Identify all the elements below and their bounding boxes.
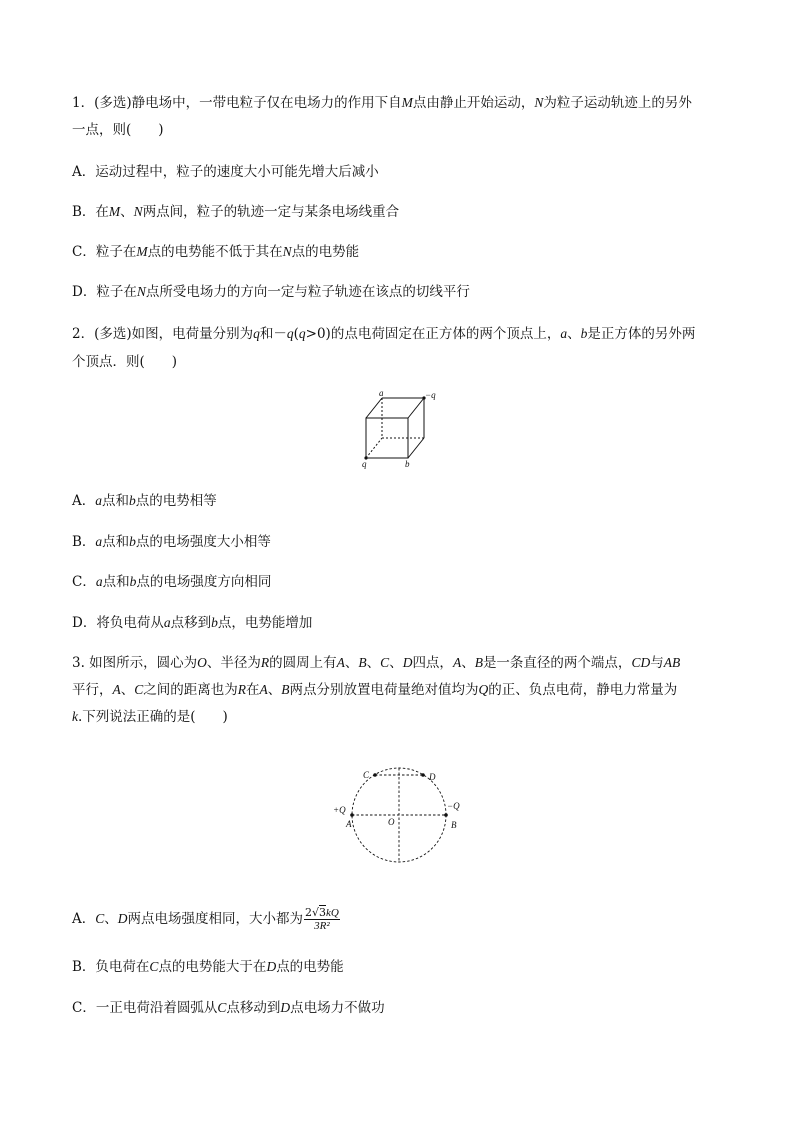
q3-option-c: C．一正电荷沿着圆弧从C点移动到D点电场力不做功: [72, 1000, 385, 1016]
q1-stem-line1: 1．(多选)静电场中，一带电粒子仅在电场力的作用下自M点由静止开始运动，N为粒子运动轨迹上的另外: [72, 95, 692, 111]
field-strength-fraction: $\frac{2√3kQ}{\text{3R²}}$: [305, 906, 339, 932]
q1-option-a: A．运动过程中，粒子的速度大小可能先增大后减小: [72, 164, 379, 180]
q1-option-d: D．粒子在N点所受电场力的方向一定与粒子轨迹在该点的切线平行: [72, 284, 470, 300]
q2-option-b: B．a点和b点的电场强度大小相等: [72, 534, 271, 550]
q2-option-c: C．a点和b点的电场强度方向相同: [72, 574, 272, 590]
q2-option-d: D．将负电荷从a点移到b点，电势能增加: [72, 615, 313, 631]
label-c: C: [363, 770, 370, 780]
q2-stem-line2: 个顶点．则( ): [72, 354, 178, 370]
label-plus-q: +Q: [333, 805, 346, 815]
cube-label-b: b: [405, 459, 410, 469]
q1-option-c: C．粒子在M点的电势能不低于其在N点的电势能: [72, 244, 360, 260]
q2-option-a: A．a点和b点的电势相等: [72, 493, 217, 509]
q3-option-b: B．负电荷在C点的电势能大于在D点的电势能: [72, 959, 344, 975]
cube-label-q: q: [362, 459, 367, 469]
point-c-dot: [373, 773, 377, 777]
label-o: O: [388, 817, 395, 827]
cube-hidden-edge-diagonal: [366, 438, 382, 458]
cube-edge-top-right: [408, 398, 424, 418]
q1-option-b: B．在M、N两点间，粒子的轨迹一定与某条电场线重合: [72, 204, 400, 220]
point-d-dot: [421, 773, 425, 777]
cube-edge-bottom-right: [408, 438, 424, 458]
cube-edge-top-left: [366, 398, 382, 418]
point-b-dot: [444, 813, 448, 817]
label-a: A: [346, 819, 352, 829]
q3-stem-line3: k.下列说法正确的是( ): [72, 709, 228, 725]
q2-stem-line1: 2．(多选)如图，电荷量分别为q和－q(q>0)的点电荷固定在正方体的两个顶点上，a、b是正方体的另外两: [72, 326, 696, 342]
circle-figure: [330, 762, 470, 866]
q3-stem-line1: 3. 如图所示，圆心为O、半径为R的圆周上有A、B、C、D四点，A、B是一条直径的两个端点，CD与AB: [72, 655, 681, 671]
cube-label-neg-q: −q: [425, 390, 436, 400]
label-b: B: [451, 820, 457, 830]
label-minus-q: −Q: [447, 801, 460, 811]
label-d: D: [429, 772, 436, 782]
q1-stem-line2: 一点，则( ): [72, 122, 164, 138]
q3-option-a: A．C、D两点电场强度相同，大小都为 $\frac{2√3kQ}{\text{3R²}}$: [72, 906, 339, 932]
q3-stem-line2: 平行，A、C之间的距离也为R在A、B两点分别放置电荷量绝对值均为Q的正、负点电荷，静电力常量为: [72, 682, 678, 698]
cube-figure: [354, 388, 444, 470]
cube-label-a: a: [379, 388, 384, 398]
point-a-dot: [350, 813, 354, 817]
